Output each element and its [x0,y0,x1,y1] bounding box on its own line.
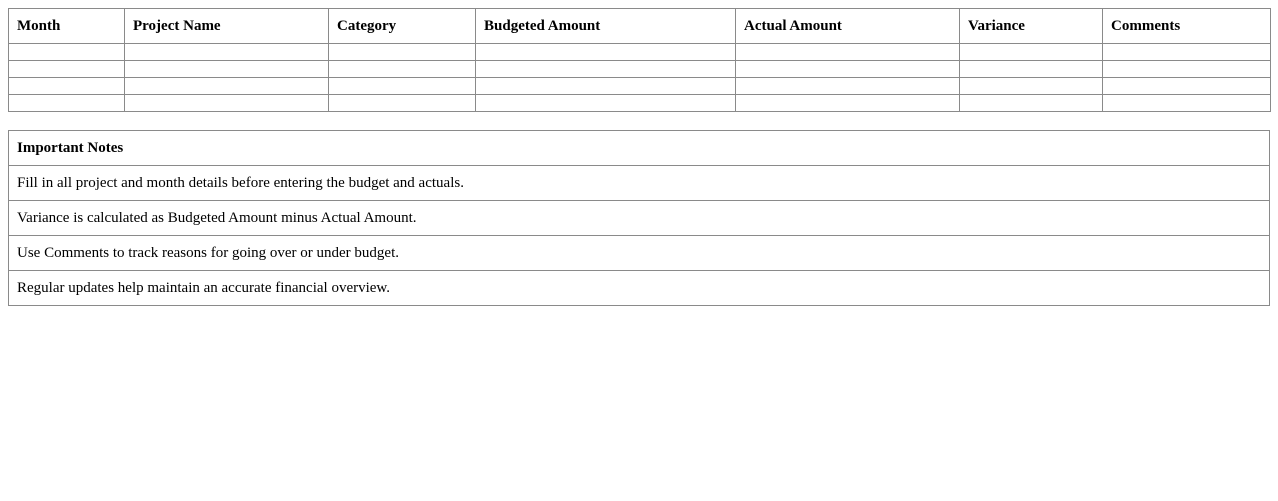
note-text: Use Comments to track reasons for going over or under budget. [9,236,1270,271]
table-cell-month[interactable] [9,61,125,78]
budget-table [8,8,1271,112]
table-cell-project-name[interactable] [125,61,329,78]
table-cell-month[interactable] [9,95,125,112]
table-cell-comments[interactable] [1103,78,1271,95]
table-cell-project-name[interactable] [125,78,329,95]
list-item [9,201,1270,236]
table-cell-comments[interactable] [1103,44,1271,61]
list-item [9,236,1270,271]
table-cell-variance[interactable] [960,44,1103,61]
budget-table-header-row [9,9,1271,44]
table-cell-comments[interactable] [1103,61,1271,78]
table-cell-category[interactable] [329,61,476,78]
table-cell-project-name[interactable] [125,95,329,112]
table-cell-comments[interactable] [1103,95,1271,112]
important-notes-table [8,130,1270,306]
notes-heading: Important Notes [9,131,1270,166]
table-cell-budgeted-amount[interactable] [476,44,736,61]
column-header-project-name: Project Name [125,9,329,44]
table-cell-variance[interactable] [960,61,1103,78]
note-text: Fill in all project and month details before entering the budget and actuals. [9,166,1270,201]
column-header-comments: Comments [1103,9,1271,44]
column-header-variance: Variance [960,9,1103,44]
column-header-budgeted-amount: Budgeted Amount [476,9,736,44]
table-cell-budgeted-amount[interactable] [476,78,736,95]
table-row [9,61,1271,78]
table-row [9,95,1271,112]
notes-header-row [9,131,1270,166]
table-cell-variance[interactable] [960,95,1103,112]
table-row [9,78,1271,95]
table-cell-budgeted-amount[interactable] [476,95,736,112]
column-header-month: Month [9,9,125,44]
table-cell-project-name[interactable] [125,44,329,61]
table-cell-month[interactable] [9,78,125,95]
table-cell-month[interactable] [9,44,125,61]
table-cell-actual-amount[interactable] [736,78,960,95]
table-cell-actual-amount[interactable] [736,61,960,78]
list-item [9,271,1270,306]
table-cell-category[interactable] [329,78,476,95]
table-row [9,44,1271,61]
note-text: Regular updates help maintain an accurate financial overview. [9,271,1270,306]
table-cell-actual-amount[interactable] [736,95,960,112]
column-header-actual-amount: Actual Amount [736,9,960,44]
note-text: Variance is calculated as Budgeted Amount minus Actual Amount. [9,201,1270,236]
table-cell-budgeted-amount[interactable] [476,61,736,78]
column-header-category: Category [329,9,476,44]
table-cell-category[interactable] [329,44,476,61]
list-item [9,166,1270,201]
table-cell-variance[interactable] [960,78,1103,95]
table-cell-actual-amount[interactable] [736,44,960,61]
table-cell-category[interactable] [329,95,476,112]
